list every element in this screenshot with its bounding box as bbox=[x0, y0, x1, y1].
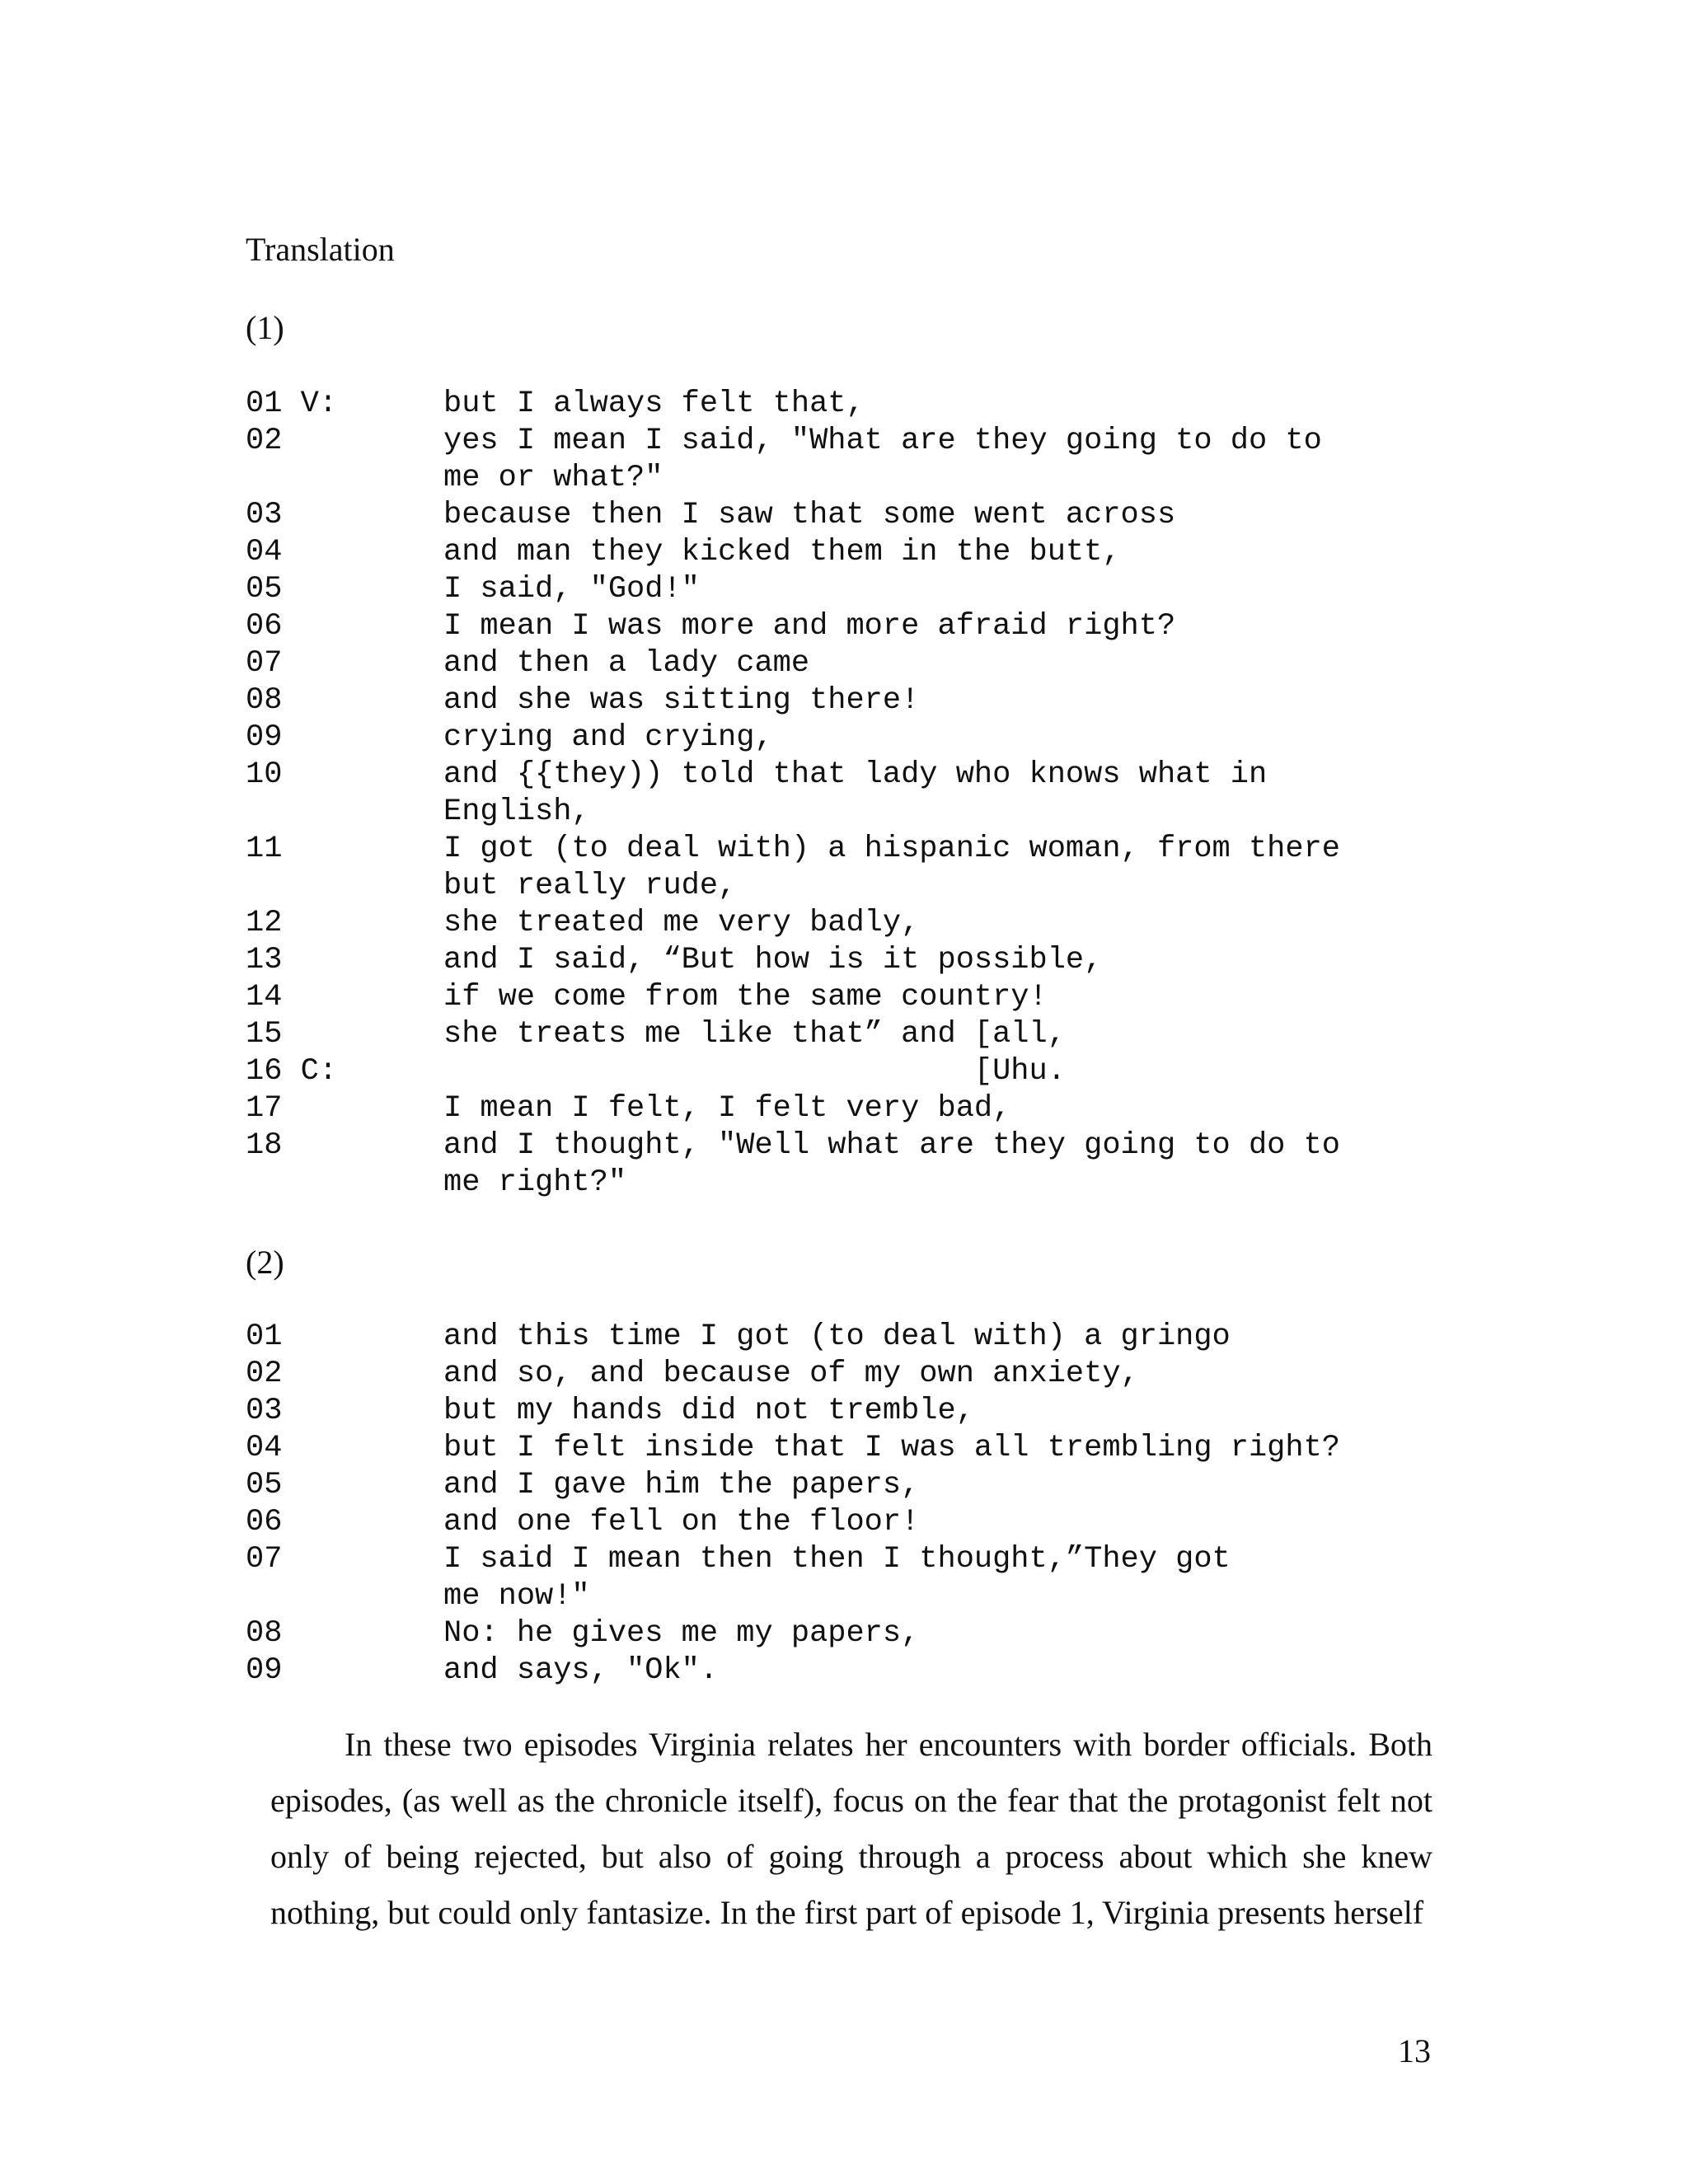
line-number: 07 bbox=[246, 646, 283, 681]
line-text: she treats me like that” and [all, bbox=[443, 1017, 1066, 1052]
line-number: 09 bbox=[246, 720, 283, 755]
transcript-line bbox=[246, 1393, 1432, 1430]
line-text: but I always felt that, bbox=[443, 387, 865, 421]
line-text: and this time I got (to deal with) a gringo bbox=[443, 1319, 1231, 1354]
line-number: 08 bbox=[246, 1616, 283, 1651]
line-text: if we come from the same country! bbox=[443, 980, 1048, 1015]
line-text: and I thought, "Well what are they going to do to me right?" bbox=[443, 1128, 1340, 1200]
transcript-line bbox=[246, 682, 1432, 719]
transcript-line bbox=[246, 571, 1432, 608]
line-text: yes I mean I said, "What are they going to do to me or what?" bbox=[443, 424, 1322, 495]
line-number: 01 V: bbox=[246, 387, 338, 421]
line-text: she treated me very badly, bbox=[443, 906, 920, 940]
line-text: and says, "Ok". bbox=[443, 1653, 719, 1688]
line-text: but I felt inside that I was all trembling right? bbox=[443, 1431, 1340, 1465]
line-number: 04 bbox=[246, 535, 283, 569]
transcript-line bbox=[246, 1053, 1432, 1090]
line-number: 07 bbox=[246, 1542, 283, 1577]
line-text: but my hands did not tremble, bbox=[443, 1394, 974, 1428]
transcript-line bbox=[246, 757, 1432, 831]
line-number: 13 bbox=[246, 943, 283, 977]
line-text: I mean I was more and more afraid right? bbox=[443, 609, 1176, 644]
line-number: 15 bbox=[246, 1017, 283, 1052]
transcript-line bbox=[246, 1090, 1432, 1127]
line-text: and I gave him the papers, bbox=[443, 1468, 920, 1502]
line-number: 05 bbox=[246, 1468, 283, 1502]
line-text: and I said, “But how is it possible, bbox=[443, 943, 1103, 977]
transcript-line bbox=[246, 608, 1432, 645]
line-number: 14 bbox=[246, 980, 283, 1015]
transcript-line bbox=[246, 979, 1432, 1016]
transcript-line bbox=[246, 645, 1432, 682]
transcript-line bbox=[246, 831, 1432, 905]
line-text: I said, "God!" bbox=[443, 572, 700, 607]
body-paragraph: In these two episodes Virginia relates her encounters with border officials. Both episodes, (as well as the chronicle itself), focus on the fear that the protagonist felt not only of being rejected, but also of going through a process about which she knew nothing, but could only fantasize. In the first part of episode 1, Virginia presents herself bbox=[270, 1726, 1432, 1931]
line-number: 02 bbox=[246, 1357, 283, 1391]
excerpt-1-label: (1) bbox=[246, 309, 284, 346]
excerpt-1-transcript bbox=[246, 386, 1432, 1202]
line-number: 03 bbox=[246, 1394, 283, 1428]
transcript-line bbox=[246, 1356, 1432, 1393]
line-number: 16 C: bbox=[246, 1054, 338, 1089]
transcript-line bbox=[246, 386, 1432, 423]
transcript-line bbox=[246, 1127, 1432, 1202]
line-text: and so, and because of my own anxiety, bbox=[443, 1357, 1139, 1391]
excerpt-2-transcript bbox=[246, 1319, 1432, 1690]
line-number: 18 bbox=[246, 1128, 283, 1163]
line-number: 09 bbox=[246, 1653, 283, 1688]
transcript-line bbox=[246, 1615, 1432, 1652]
line-number: 02 bbox=[246, 424, 283, 458]
line-number: 05 bbox=[246, 572, 283, 607]
line-text: I got (to deal with) a hispanic woman, from there but really rude, bbox=[443, 832, 1340, 903]
transcript-line bbox=[246, 497, 1432, 534]
transcript-line bbox=[246, 1652, 1432, 1690]
line-number: 12 bbox=[246, 906, 283, 940]
transcript-line bbox=[246, 942, 1432, 979]
line-number: 04 bbox=[246, 1431, 283, 1465]
line-number: 06 bbox=[246, 1505, 283, 1540]
transcript-line bbox=[246, 534, 1432, 571]
transcript-line bbox=[246, 1504, 1432, 1541]
line-text: No: he gives me my papers, bbox=[443, 1616, 920, 1651]
line-text: and she was sitting there! bbox=[443, 683, 920, 718]
line-text: I mean I felt, I felt very bad, bbox=[443, 1091, 1011, 1126]
transcript-line bbox=[246, 719, 1432, 757]
line-number: 03 bbox=[246, 498, 283, 532]
line-number: 08 bbox=[246, 683, 283, 718]
line-number: 17 bbox=[246, 1091, 283, 1126]
line-number: 01 bbox=[246, 1319, 283, 1354]
transcript-line bbox=[246, 905, 1432, 942]
line-number: 06 bbox=[246, 609, 283, 644]
excerpt-2-label: (2) bbox=[246, 1244, 284, 1281]
line-text: crying and crying, bbox=[443, 720, 773, 755]
line-text: I said I mean then then I thought,”They got me now!" bbox=[443, 1542, 1231, 1614]
section-heading: Translation bbox=[246, 231, 395, 268]
line-text: [Uhu. bbox=[443, 1054, 1066, 1089]
line-number: 10 bbox=[246, 757, 283, 792]
transcript-line bbox=[246, 1541, 1432, 1615]
transcript-line bbox=[246, 1319, 1432, 1356]
line-text: and then a lady came bbox=[443, 646, 810, 681]
line-text: and man they kicked them in the butt, bbox=[443, 535, 1121, 569]
line-text: because then I saw that some went across bbox=[443, 498, 1176, 532]
transcript-line bbox=[246, 423, 1432, 497]
line-text: and one fell on the floor! bbox=[443, 1505, 920, 1540]
transcript-line bbox=[246, 1016, 1432, 1053]
page-number: 13 bbox=[1398, 2032, 1431, 2069]
line-number: 11 bbox=[246, 832, 283, 866]
line-text: and {{they)) told that lady who knows what in English, bbox=[443, 757, 1268, 829]
transcript-line bbox=[246, 1430, 1432, 1467]
transcript-line bbox=[246, 1467, 1432, 1504]
